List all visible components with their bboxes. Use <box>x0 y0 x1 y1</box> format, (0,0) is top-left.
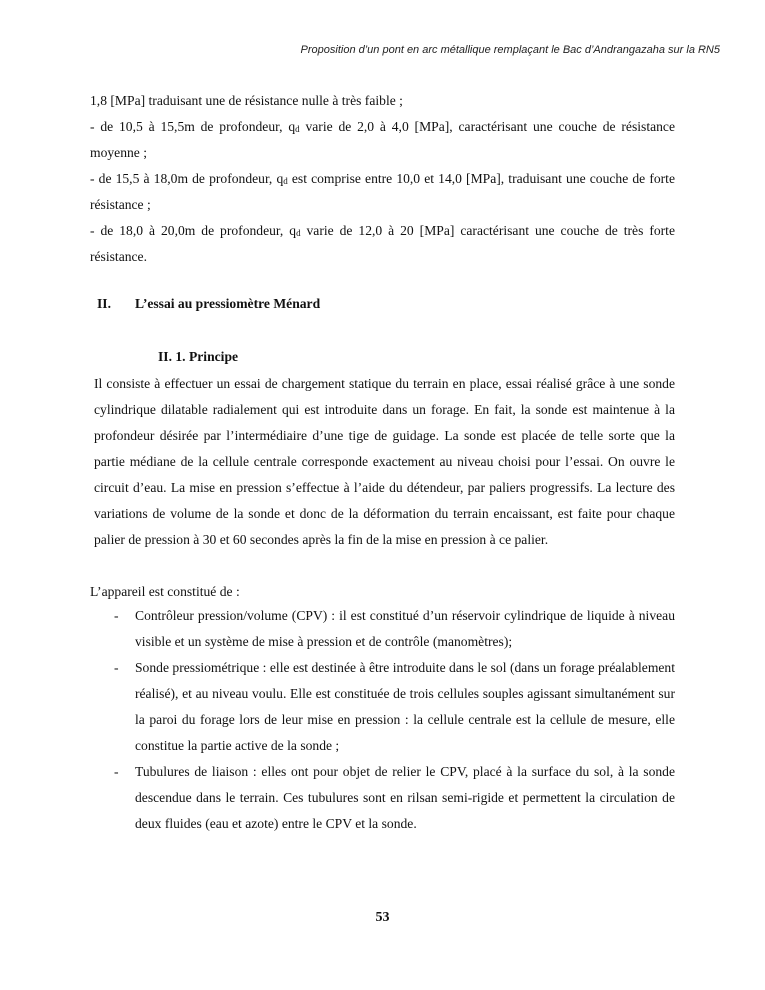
list-item: - Sonde pressiométrique : elle est destinée à être introduite dans le sol (dans un forage préalablement réalisé), et au niveau voulu. Elle est constituée de trois cellules souples agissant simultanément sur la paroi du forage lors de leur mise en pression : la cellule centrale est la cellule de mesure, elle constitue la partie active de la sonde ; <box>90 655 675 759</box>
paragraph: - de 18,0 à 20,0m de profondeur, $q_d$ varie de 12,0 à 20 [MPa] caractérisant une couche de très forte résistance. <box>90 223 675 264</box>
section-title: L’essai au pressiomètre Ménard <box>135 296 321 311</box>
list-marker: - <box>114 608 119 623</box>
section-heading <box>97 296 320 312</box>
list-marker: - <box>114 660 119 675</box>
list-marker: - <box>114 764 119 779</box>
section-number: II. <box>97 296 111 311</box>
list-item: - Contrôleur pression/volume (CPV) : il est constitué d’un réservoir cylindrique de liquide à niveau visible et un système de mise à pression et de contrôle (manomètres); <box>90 603 675 655</box>
paragraph: - de 10,5 à 15,5m de profondeur, $q_d$ varie de 2,0 à 4,0 [MPa], caractérisant une couche de résistance moyenne ; <box>90 119 675 160</box>
paragraph: Il consiste à effectuer un essai de chargement statique du terrain en place, essai réalisé grâce à une sonde cylindrique dilatable radialement qui est introduite dans un forage. En fait, la sonde est maintenue à la profondeur désirée par l’intermédiaire d’une tige de guidage. La sonde est placée de telle sorte que la partie médiane de la cellule centrale corresponde exactement au niveau choisi pour l’essai. On ouvre le circuit d’eau. La mise en pression s’effectue à l’aide du détendeur, par paliers progressifs. La lecture des variations de volume de la sonde et donc de la déformation du terrain encaissant, est faite pour chaque palier de pression à 30 et 60 secondes après la fin de la mise en pression à ce palier. <box>94 376 675 547</box>
paragraph: 1,8 [MPa] traduisant une de résistance nulle à très faible ; <box>90 93 403 108</box>
apparatus-list <box>90 603 675 837</box>
running-header: Proposition d’un pont en arc métallique remplaçant le Bac d’Andrangazaha sur la RN5 <box>300 44 720 56</box>
list-item: - Tubulures de liaison : elles ont pour objet de relier le CPV, placé à la surface du sol, à la sonde descendue dans le terrain. Ces tubulures sont en rilsan semi-rigide et permettent la circulation de deux fluides (eau et azote) entre le CPV et la sonde. <box>90 759 675 837</box>
paragraph: - de 15,5 à 18,0m de profondeur, $q_d$ est comprise entre 10,0 et 14,0 [MPa], traduisant une couche de forte résistance ; <box>90 171 675 212</box>
subsection-heading: II. 1. Principe <box>158 349 239 364</box>
apparatus-intro: L’appareil est constitué de : <box>90 584 240 599</box>
principle-block <box>94 371 675 553</box>
page-number: 53 <box>375 910 390 925</box>
intro-block <box>90 88 675 270</box>
